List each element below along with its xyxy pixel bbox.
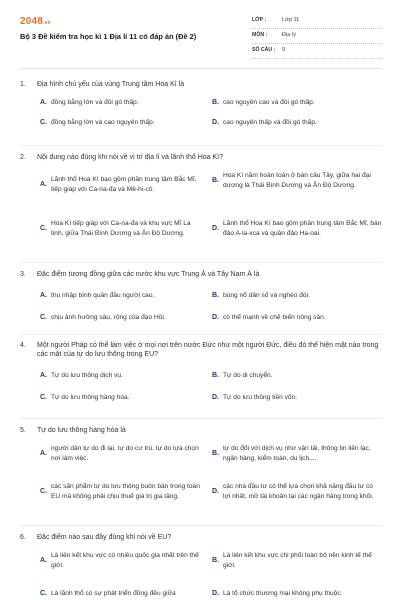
option-a[interactable] [40, 291, 200, 301]
question-6 [20, 533, 382, 600]
option-text: cao nguyên thấp và đồi gò thấp. [223, 119, 317, 127]
option-text: Hoa Kì nằm hoàn toàn ở bán cầu Tây, giữa hai đại dương là Thái Bình Dương và Ấn Độ Dương. [223, 172, 371, 189]
option-a[interactable] [40, 98, 200, 108]
option-letter: D. [212, 119, 219, 127]
options [20, 369, 382, 413]
question-number: 5. [20, 427, 26, 434]
meta-key: SỐ CÂU : [252, 47, 276, 54]
question-divider [20, 262, 382, 263]
option-text: đồng bằng lớn và cao nguyên thấp. [51, 119, 155, 127]
option-text: Là lãnh thổ có sự phát triển đồng đều giữa [51, 590, 176, 598]
question-number: 2. [20, 154, 26, 161]
option-letter: C. [40, 590, 47, 598]
question-divider [20, 145, 382, 146]
meta-key: MÔN : [252, 32, 268, 39]
option-text: Lãnh thổ Hoa Kì bao gồm phần trung tâm Bắc Mĩ, tiếp giáp với Ca-na-đa và Mê-hi-cô. [51, 176, 197, 193]
option-b[interactable] [212, 98, 382, 108]
question-5 [20, 426, 382, 524]
option-text: Là tổ chức thương mại không phụ thuộc [223, 590, 341, 598]
meta-row-question-count [252, 44, 382, 59]
option-letter: C. [40, 225, 47, 233]
option-b[interactable] [212, 551, 382, 570]
option-letter: A. [40, 181, 47, 189]
meta-value: Địa lý [282, 32, 296, 39]
question-text: Tự do lưu thông hàng hóa là [37, 427, 126, 434]
option-letter: C. [40, 488, 47, 496]
option-d[interactable] [212, 313, 382, 323]
option-letter: D. [212, 488, 219, 496]
document-title: Bộ 3 Đề kiểm tra học kì 1 Địa lí 11 có đáp án (Đề 2) [20, 32, 197, 41]
worksheet-header [20, 14, 382, 64]
question-number: 6. [20, 534, 26, 541]
option-letter: A. [40, 292, 47, 300]
option-a[interactable] [40, 444, 200, 463]
meta-value: 9 [282, 47, 286, 54]
option-letter: B. [212, 99, 219, 107]
option-text: Là liên kết khu vực chi phối toàn bộ nền kinh tế thế giới. [223, 552, 372, 569]
option-text: người dân tự do đi lại, tự do cư trú, tự do lựa chọn nơi làm việc. [51, 445, 199, 462]
option-letter: A. [40, 371, 47, 379]
question-text: Địa hình chủ yếu của vùng Trung tâm Hoa Kì là [37, 81, 185, 88]
question-number: 4. [20, 342, 26, 349]
meta-value: Lớp 11 [282, 17, 300, 24]
option-letter: C. [40, 314, 47, 322]
question-stem [20, 533, 382, 542]
header-divider [20, 68, 382, 69]
option-text: đồng bằng lớn và đồi gò thấp. [51, 99, 139, 107]
option-text: Tự do lưu thông dịch vụ. [51, 371, 123, 379]
meta-row-subject [252, 29, 382, 44]
option-letter: B. [212, 371, 219, 379]
site-logo[interactable] [20, 15, 51, 29]
option-text: Là liên kết khu vực có nhiều quốc gia nhất trên thế giới. [51, 552, 199, 569]
options [20, 551, 382, 600]
meta-info [252, 14, 382, 59]
option-letter: D. [212, 314, 219, 322]
option-text: Tự do di chuyển. [223, 371, 273, 379]
option-letter: C. [40, 393, 47, 401]
option-text: Lãnh thổ Hoa Kì bao gồm phần trung tâm Bắc Mĩ, bán đảo A-la-xca và quần đảo Ha-oai. [223, 220, 382, 237]
question-divider [20, 525, 382, 526]
question-3 [20, 270, 382, 332]
question-text: Đặc điểm nào sau đây đúng khi nói về EU? [37, 534, 172, 541]
question-1 [20, 80, 382, 138]
options [20, 98, 382, 138]
option-d[interactable] [212, 482, 382, 501]
option-text: tự do đối với dịch vụ như vận tải, thông tin liên lạc, ngân hàng, kiểm toán, du lịch,... [223, 445, 371, 462]
question-stem [20, 426, 382, 435]
option-c[interactable] [40, 589, 200, 599]
question-text: Nội dung nào đúng khi nói về vị trí địa lí và lãnh thổ Hoa Kì? [37, 154, 224, 161]
option-letter: D. [212, 393, 219, 401]
question-number: 1. [20, 81, 26, 88]
question-divider [20, 418, 382, 419]
meta-row-class [252, 14, 382, 29]
option-letter: C. [40, 119, 47, 127]
question-2 [20, 153, 382, 261]
question-text: Đặc điểm tương đồng giữa các nước khu vực Trung Á và Tây Nam Á là [37, 271, 260, 278]
option-text: các sản phẩm tự do lưu thông buôn bán trong toàn EU mà không phải chịu thuế giá trị gia tăng. [51, 483, 200, 500]
option-letter: A. [40, 99, 47, 107]
option-c[interactable] [40, 118, 200, 128]
question-number: 3. [20, 271, 26, 278]
option-letter: A. [40, 557, 47, 565]
question-4 [20, 341, 382, 413]
question-text: Một người Pháp có thể làm việc ở mọi nơi trên nước Đức như một người Đức, điều đó thể hiện mặt nào trong các mặt của tự do lưu thông trong EU? [37, 342, 379, 359]
question-stem [20, 80, 382, 89]
option-letter: B. [212, 292, 219, 300]
option-d[interactable] [212, 393, 382, 403]
option-a[interactable] [40, 371, 200, 381]
option-letter: B. [212, 177, 219, 185]
option-letter: D. [212, 590, 219, 598]
option-d[interactable] [212, 118, 382, 128]
question-stem [20, 153, 382, 162]
option-b[interactable] [212, 291, 382, 301]
option-letter: B. [212, 450, 219, 458]
question-divider [20, 334, 382, 335]
options [20, 171, 382, 261]
option-d[interactable] [212, 219, 382, 238]
option-text: các nhà đầu tư có thể lựa chọn khả năng đầu tư có lợi nhất, mở tài khoản tại các ngân hàng trong khối. [223, 483, 374, 500]
option-letter: A. [40, 450, 47, 458]
option-b[interactable] [212, 371, 382, 381]
option-text: thu nhập bình quân đầu người cao. [51, 292, 155, 300]
option-text: Hoa Kì tiếp giáp với Ca-na-đa và khu vực Mĩ La tinh, giữa Thái Bình Dương và Ấn Độ Dương. [51, 220, 191, 237]
meta-key: LỚP : [252, 17, 267, 24]
option-text: bùng nổ dân số và nghèo đói. [223, 292, 310, 300]
option-text: Tự do lưu thông tiền vốn. [223, 393, 298, 401]
options [20, 444, 382, 524]
option-d[interactable] [212, 589, 382, 599]
question-stem [20, 341, 382, 360]
options [20, 288, 382, 332]
option-text: cao nguyên cao và đồi gò thấp. [223, 99, 315, 107]
option-b[interactable] [212, 444, 382, 463]
option-text: có thế mạnh về chế biến nông sản. [223, 314, 326, 322]
option-a[interactable] [40, 175, 200, 194]
option-a[interactable] [40, 551, 200, 570]
question-stem [20, 270, 382, 279]
option-text: chịu ảnh hưởng sâu, rộng của đạo Hồi. [51, 314, 166, 322]
option-letter: B. [212, 557, 219, 565]
option-letter: D. [212, 225, 219, 233]
option-c[interactable] [40, 219, 200, 238]
logo-text: 2048 [20, 16, 44, 27]
logo-suffix: .vn [43, 20, 51, 26]
option-text: Tự do lưu thông hàng hóa. [51, 393, 130, 401]
option-c[interactable] [40, 482, 200, 501]
option-b[interactable] [212, 171, 382, 190]
option-c[interactable] [40, 313, 200, 323]
option-c[interactable] [40, 393, 200, 403]
